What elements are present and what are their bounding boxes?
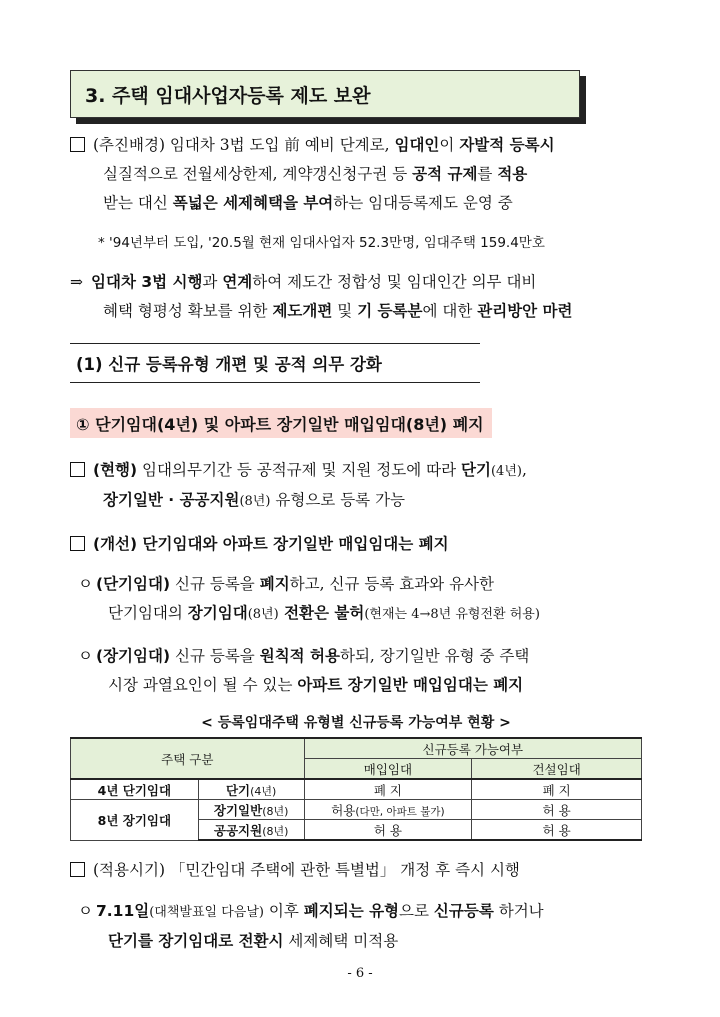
table-caption: < 등록임대주택 유형별 신규등록 가능여부 현황 > — [201, 715, 511, 731]
conclusion-paragraph: ⇒ 임대차 3법 시행과 연계하여 제도간 정합성 및 임대인간 의무 대비 혜택 형평성 확보를 위한 제도개편 및 기 등록분에 대한 관리방안 마련 — [70, 273, 573, 320]
improve-paragraph: (개선) 단기임대와 아파트 장기일반 매입임대는 폐지 — [70, 530, 660, 559]
table-row: 8년 장기임대 장기일반(8년) 허용(다만, 아파트 불가) 허 용 — [71, 800, 642, 820]
bullet-short-term: ㅇ (단기임대) 신규 등록을 폐지하고, 신규 등록 효과와 유사한 단기임대의 장기임대(8년) 전환은 불허(현재는 4→8년 유형전환 허용) — [78, 570, 658, 629]
table-row: 공공지원(8년) 허 용 허 용 — [71, 820, 642, 841]
item-title: ① 단기임대(4년) 및 아파트 장기일반 매입임대(8년) 폐지 — [70, 408, 492, 438]
table-row: 4년 단기임대 단기(4년) 폐 지 폐 지 — [71, 779, 642, 800]
background-footnote: * '94년부터 도입, '20.5월 현재 임대사업자 52.3만명, 임대주택 159.4만호 — [98, 235, 545, 251]
header-construction: 건설임대 — [472, 759, 642, 780]
page-number: - 6 - — [347, 966, 373, 981]
header-availability: 신규등록 가능여부 — [304, 738, 641, 759]
header-purchase: 매입임대 — [304, 759, 472, 780]
checkbox-bullet-icon — [70, 462, 85, 477]
background-paragraph: (추진배경) 임대차 3법 도입 前 예비 단계로, 임대인이 자발적 등록시 실질적으로 전월세상한제, 계약갱신청구권 등 공적 규제를 적용 받는 대신 폭넓은 세제혜택을 부여하는 임대등록제도 운영 중 — [70, 131, 660, 218]
bullet-icon: ㅇ — [78, 647, 93, 665]
checkbox-bullet-icon — [70, 862, 85, 877]
bullet-application: ㅇ 7.11일(대책발표일 다음날) 이후 폐지되는 유형으로 신규등록 하거나 단기를 장기임대로 전환시 세제혜택 미적용 — [78, 897, 658, 956]
bullet-icon: ㅇ — [78, 902, 93, 920]
registration-table — [70, 737, 642, 841]
bullet-long-term: ㅇ (장기임대) 신규 등록을 원칙적 허용하되, 장기일반 유형 중 주택 시장 과열요인이 될 수 있는 아파트 장기일반 매입임대는 폐지 — [78, 642, 658, 700]
timing-paragraph: (적용시기) 「민간임대 주택에 관한 특별법」 개정 후 즉시 시행 — [70, 856, 660, 885]
arrow-icon: ⇒ — [70, 273, 83, 291]
header-housing-type: 주택 구분 — [71, 738, 305, 779]
section-title: 3. 주택 임대사업자등록 제도 보완 — [70, 70, 580, 118]
current-paragraph: (현행) 임대의무기간 등 공적규제 및 지원 정도에 따라 단기(4년), 장기일반 · 공공지원(8년) 유형으로 등록 가능 — [70, 456, 660, 516]
subsection-title: (1) 신규 등록유형 개편 및 공적 의무 강화 — [70, 343, 480, 383]
checkbox-bullet-icon — [70, 536, 85, 551]
bullet-icon: ㅇ — [78, 575, 93, 593]
checkbox-bullet-icon — [70, 137, 85, 152]
